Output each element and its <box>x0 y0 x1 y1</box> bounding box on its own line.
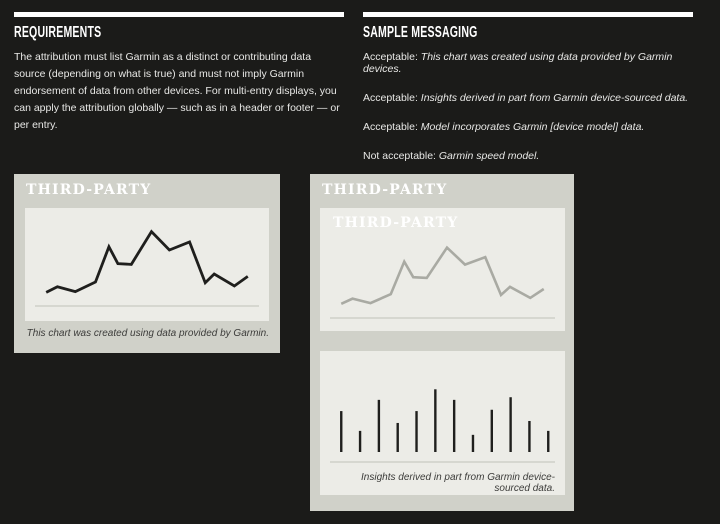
message-label: Acceptable: <box>363 51 421 63</box>
message-text: Model incorporates Garmin [device model] data. <box>420 121 645 133</box>
sample-message <box>363 51 693 75</box>
third-party-logo: THIRD-PARTY <box>322 182 448 198</box>
third-party-logo: THIRD-PARTY <box>26 182 152 198</box>
example-card-line-chart <box>14 174 280 353</box>
line-chart <box>35 218 259 298</box>
sample-message <box>363 121 693 133</box>
message-text: Garmin speed model. <box>438 150 540 162</box>
message-text: This chart was created using data provided by Garmin devices. <box>363 51 673 75</box>
bar-chart <box>330 386 555 452</box>
chart-baseline <box>330 317 555 319</box>
chart-panel <box>320 208 565 331</box>
requirements-heading: REQUIREMENTS <box>14 24 102 41</box>
message-label: Acceptable: <box>363 121 421 133</box>
requirements-body: The attribution must list Garmin as a distinct or contributing data source (depending on what is true) and must not imply Garmin endorsement of data from other devices. For multi-entry displays, you can apply the attribution globally — such as in a header or footer — or per entry. <box>14 51 340 131</box>
sample-messaging-heading: SAMPLE MESSAGING <box>363 24 478 41</box>
chart-panel <box>25 208 269 321</box>
requirements-section <box>14 12 344 134</box>
sample-messaging-section <box>363 12 693 179</box>
message-text: Insights derived in part from Garmin device-sourced data. <box>420 92 689 104</box>
sample-message <box>363 92 693 104</box>
chart-panel <box>320 351 565 495</box>
message-label: Not acceptable: <box>363 150 439 162</box>
attribution-caption: Insights derived in part from Garmin device-sourced data. <box>361 472 555 494</box>
third-party-watermark: THIRD-PARTY <box>333 215 459 231</box>
example-card-multi-chart <box>310 174 574 511</box>
message-label: Acceptable: <box>363 92 421 104</box>
sample-message <box>363 150 693 162</box>
sample-message-list <box>363 51 693 162</box>
chart-baseline <box>35 305 259 307</box>
chart-baseline <box>330 461 555 463</box>
attribution-caption: This chart was created using data provided by Garmin. <box>26 328 269 339</box>
line-chart-gray <box>330 235 555 309</box>
